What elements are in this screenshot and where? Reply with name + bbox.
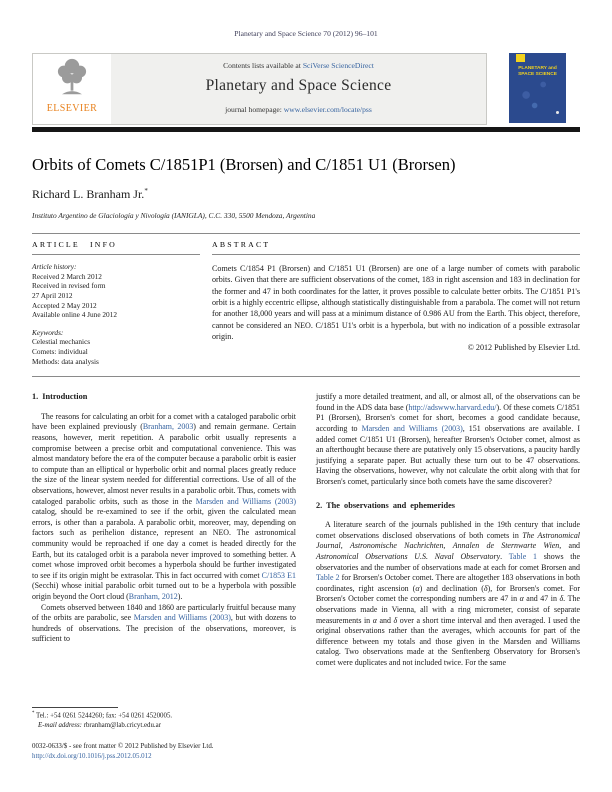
header-divider-bar [32,127,580,132]
article-info-heading: ARTICLE INFO [32,234,200,255]
paragraph: The reasons for calculating an orbit for a comet with a cataloged parabolic orbit have been explained previously (Branham, 2003) and remain germane. Certain reasons, however, merit repetition. A parabolic orbit usually represents a compromise between a precise orbit and computational convenience. This was almost mandatory before the era of the computer because a parabolic orbit is easier to compute than an elliptical or hyperbolic orbit and normal places greatly reduce the size of the linear system needed for differential corrections. Use of all of the observations, however, almost never results in a parabolic orbit. Thus, comets with cataloged parabolic orbits, such as those in the Marsden and Williams (2003) catalog, should be re-examined to see if the orbit, given the calculated mean errors, is other than a parabola. A parabolic orbit, moreover, may, depending on factors such as perihelion distance, represent an NEO. The astronomical community would be reproached if one day a comet is headed directly for the Earth, but its cataloged orbit is a parabola never improved to something better. A comet whose improved orbit becomes a hyperbola should be further investigated to see if its origin might be extrasolar. This in fact occurred with comet C/1853 E1 (Secchi) whose initial parabolic orbit turned out to be a hyperbola with possible origin beyond the Oort cloud (Branham, 2012). [32,411,296,601]
keyword: Methods: data analysis [32,356,99,366]
abstract-text: Comets C/1854 P1 (Brorsen) and C/1851 U1 (Brorsen) are one of a large number of comets with parabolic orbits. Given that there are sufficient observations of the comet, 183 in right ascension and 183 in declination for the former and 47 in both coordinates for the latter, it proves possible to calculate better orbits. The C/1851 P1's orbit is a highly eccentric ellipse, although statistically distinguishable from a parabola. The comet will not return for another 18,000 years and will pass at a minimum distance of 0.986 AU from the Earth. This object, therefore, cannot be considered an NEO. C/1851 U1's orbit is a hyperbola, but with no indication of a possible extrasolar origin. [212,264,580,341]
article-title: Orbits of Comets C/1851P1 (Brorsen) and C/1851 U1 (Brorsen) [32,155,456,174]
banner-center [111,54,486,124]
homepage-prefix: journal homepage: [225,105,284,114]
banner-journal-title: Planetary and Space Science [205,77,392,94]
footnote-tel-line [32,711,296,721]
footnote [32,707,296,730]
body-columns [32,392,580,668]
author-line [32,187,580,202]
elsevier-wordmark: ELSEVIER [46,103,98,114]
sciverse-sciencedirect-link[interactable]: SciVerse ScienceDirect [302,61,374,70]
author-affiliation: Instituto Argentino de Glaciología y Nivología (IANIGLA), C.C. 330, 5500 Mendoza, Argentina [32,211,316,220]
journal-banner [32,53,580,125]
history-line: Received 2 March 2012 [32,271,102,281]
paragraph: justify a more detailed treatment, and all, or almost all, of the observations can be found in the ADS data base (http://adswww.harvard.edu/). Of these comets C/1851 P1 (Brorsen), Brorsen's comet for short, becomes a good candidate because, according to Marsden and Williams (2003), 151 observations are available. I added comet C/1851 U1 (Brorsen), hereafter Brorsen's October comet, almost as an afterthought because there are putatively only 15 observations, a paucity hardly justifying a separate paper. But actually these turn out to be 47 observations. Having the observations, however, why not calculate the orbit along with that for Brorsen's comet, particularly since both comets have the same discoverer? [316,392,581,486]
doi-link[interactable]: http://dx.doi.org/10.1016/j.pss.2012.05.012 [32,753,152,761]
abstract-copyright: © 2012 Published by Elsevier Ltd. [467,343,580,353]
author-name: Richard L. Branham Jr. [32,187,145,201]
body-column-left [32,392,296,668]
email-address[interactable]: rbranham@lab.cricyt.edu.ar [83,721,162,729]
history-line: Available online 4 June 2012 [32,310,117,320]
email-label: E-mail address: [38,721,84,729]
body-column-right [316,392,580,668]
corresponding-author-mark: * [144,187,148,195]
cover-title [509,66,566,78]
paragraph: A literature search of the journals published in the 19th century that include comet observations disclosed observations of both comets in The Astronomical Journal, Astronomische Nachrichten, Annalen de Sternwarte Wien, and Astronomical Observations U.S. Naval Observatory. Table 1 shows the observatories and the number of observations made at each for comet Brorsen and Table 2 for Brorsen's October comet. There are altogether 183 observations in both coordinates, right ascension (α) and declination (δ), for Brorsen's comet. For Brorsen's October comet the corresponding numbers are 47 in α and 47 in δ. The observations made in Vienna, all with a ring micrometer, consist of separate measurements in α and δ over a short time interval and then averaged. I used the original observations rather than the averages, which accounts for part of the difference between my totals and those given in the Marsden and Williams catalog. Two observations made at the Senftenberg Observatory for Brorsen's comet were duplicates and not included twice. For the same [316,520,581,667]
section-heading-introduction: 1. Introduction [32,392,88,402]
history-line: 27 April 2012 [32,290,73,300]
journal-reference: Planetary and Space Science 70 (2012) 96–101 [234,29,378,38]
elsevier-tree-icon [53,57,91,102]
abstract-heading: ABSTRACT [212,234,580,255]
footnote-tel-text: Tel.: +54 0261 5244260; fax: +54 0261 4520005. [34,712,173,720]
abstract-column [212,234,580,366]
contents-prefix: Contents lists available at [223,61,303,70]
elsevier-logo [33,54,111,124]
article-info-abstract-block [32,233,580,377]
paragraph: Comets observed between 1840 and 1860 are particularly fruitful because many of the orbits are parabolic, see Marsden and Williams (2003), but with dozens to hundreds of observations. The precision of the observations, moreover, is sufficient to [32,602,296,644]
keyword: Celestial mechanics [32,337,91,347]
footnote-mark: * [32,711,35,716]
cover-title-line2: SPACE SCIENCE [518,72,557,78]
bottom-matter [32,742,214,763]
cover-dot [556,111,559,114]
history-line: Accepted 2 May 2012 [32,300,97,310]
cover-title-line1: PLANETARY and [518,66,557,71]
history-line: Received in revised form [32,281,106,291]
cover-yellow-tab [516,54,525,62]
footnote-rule [32,707,118,708]
section-heading-observations: 2. The observations and ephemerides [316,500,455,510]
journal-cover-thumbnail[interactable] [509,53,566,123]
issn-copyright-line: 0032-0633/$ - see front matter © 2012 Published by Elsevier Ltd. [32,743,214,750]
contents-list-line [111,61,486,70]
article-info-column [32,234,200,366]
article-history-label: Article history: [32,262,77,271]
journal-homepage-link[interactable]: www.elsevier.com/locate/pss [283,105,372,114]
banner-box [32,53,487,125]
keywords-label: Keywords: [32,327,64,337]
journal-homepage-line [111,105,486,114]
footnote-email-line [32,721,296,730]
keyword: Comets: individual [32,347,88,356]
article-info-content [32,255,200,366]
